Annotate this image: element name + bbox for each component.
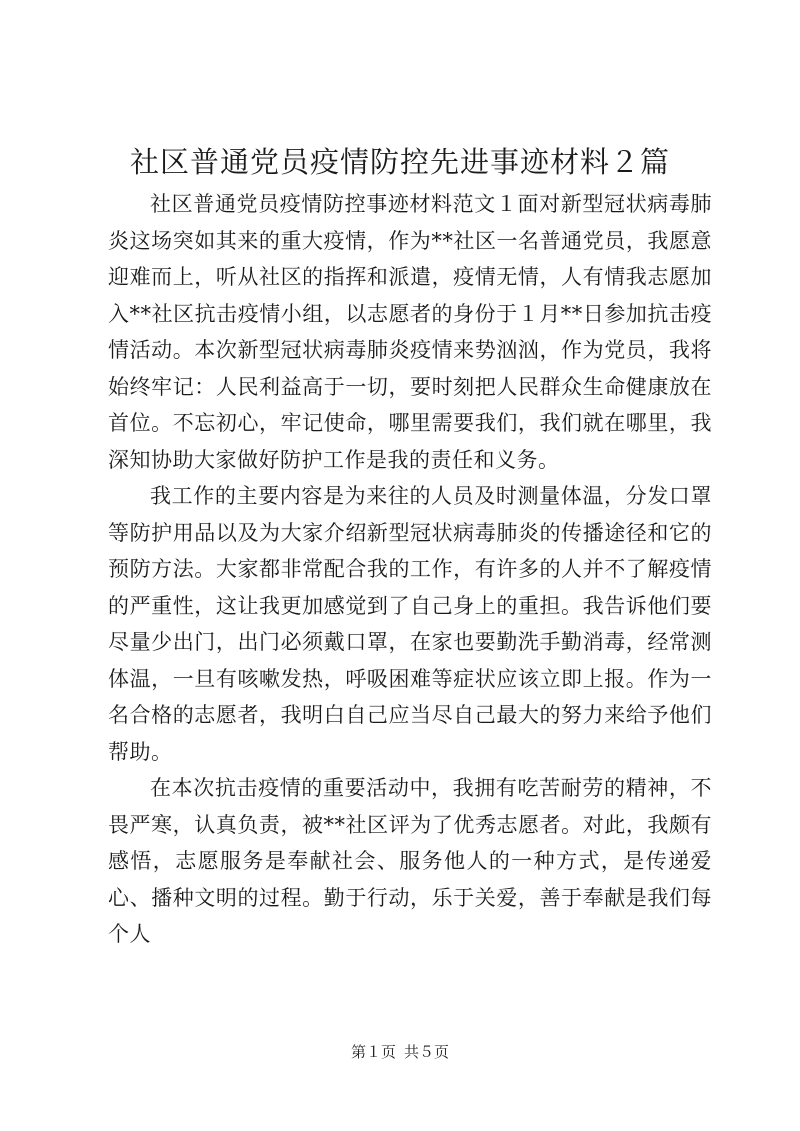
page-total: 共５页	[404, 1043, 450, 1061]
document-body	[108, 186, 712, 953]
document-title: 社区普通党员疫情防控先进事迹材料２篇	[129, 145, 670, 179]
paragraph-2: 我工作的主要内容是为来往的人员及时测量体温，分发口罩等防护用品以及为大家介绍新型冠状病毒肺炎的传播途径和它的预防方法。大家都非常配合我的工作，有许多的人并不了解疫情的严重性，这让我更加感觉到了自己身上的重担。我告诉他们要尽量少出门，出门必须戴口罩，在家也要勤洗手勤消毒，经常测体温，一旦有咳嗽发热，呼吸困难等症状应该立即上报。作为一名合格的志愿者，我明白自己应当尽自己最大的努力来给予他们帮助。	[108, 484, 712, 764]
page-number: 第１页	[350, 1043, 396, 1061]
paragraph-3: 在本次抗击疫情的重要活动中，我拥有吃苦耐劳的精神，不畏严寒，认真负责，被**社区评为了优秀志愿者。对此，我颇有感悟，志愿服务是奉献社会、服务他人的一种方式，是传递爱心、播种文明的过程。勤于行动，乐于关爱，善于奉献是我们每个人	[108, 776, 712, 946]
paragraph-1: 社区普通党员疫情防控事迹材料范文１面对新型冠状病毒肺炎这场突如其来的重大疫情，作为**社区一名普通党员，我愿意迎难而上，听从社区的指挥和派遣，疫情无情，人有情我志愿加入**社区抗击疫情小组，以志愿者的身份于１月**日参加抗击疫情活动。本次新型冠状病毒肺炎疫情来势汹汹，作为党员，我将始终牢记：人民利益高于一切，要时刻把人民群众生命健康放在首位。不忘初心，牢记使命，哪里需要我们，我们就在哪里，我深知协助大家做好防护工作是我的责任和义务。	[108, 192, 712, 472]
page-footer	[0, 1042, 800, 1062]
